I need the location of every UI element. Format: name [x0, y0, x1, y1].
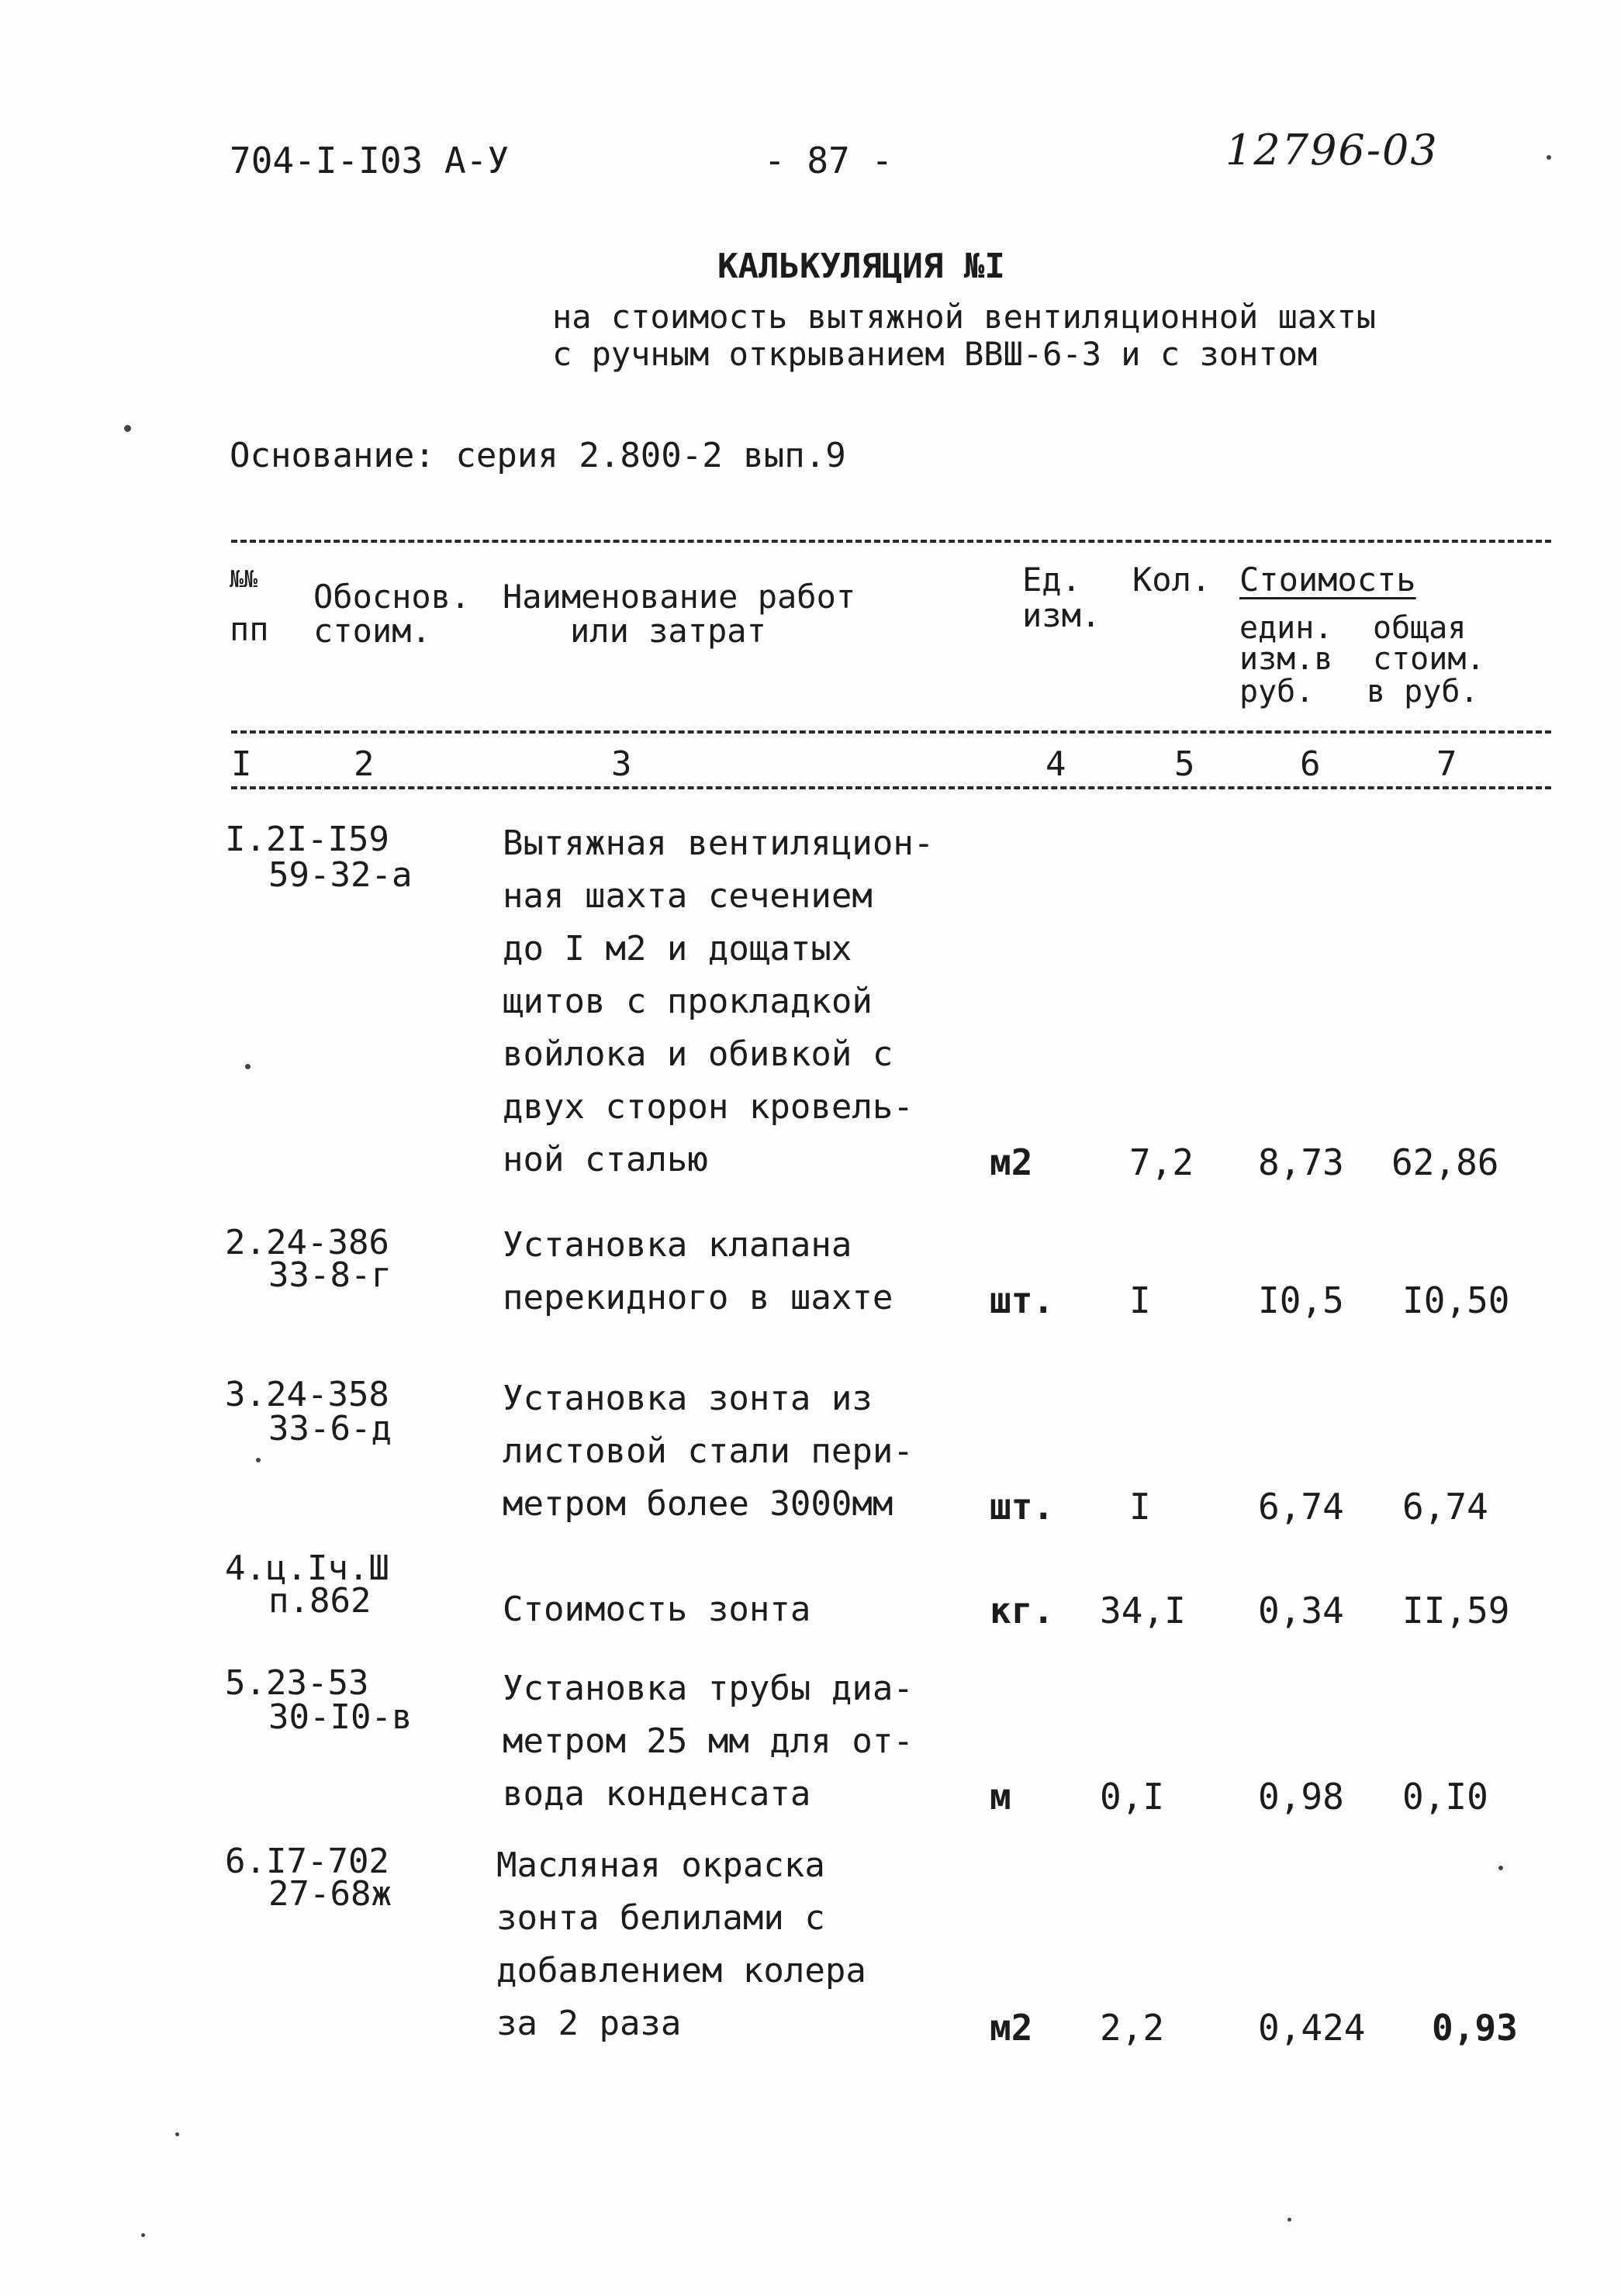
basis-line: Основание: серия 2.800-2 вып.9	[230, 436, 846, 475]
col-unit-line-2: изм.	[1022, 596, 1101, 634]
row-4-total: II,59	[1402, 1590, 1510, 1631]
row-4-qty: 34,I	[1100, 1590, 1186, 1631]
row-6-desc-1: Масляная окраска	[496, 1845, 825, 1885]
row-2-qty: I	[1129, 1279, 1151, 1321]
row-3-desc-2: листовой стали пери-	[503, 1431, 914, 1471]
row-1-unit: м2	[990, 1141, 1033, 1183]
col-unit-line-1: Ед.	[1022, 561, 1081, 599]
scan-speck	[256, 1458, 261, 1462]
row-1-desc-6: двух сторон кровель-	[503, 1087, 914, 1127]
scan-speck	[124, 425, 131, 432]
subtitle-line-1: на стоимость вытяжной вентиляционной шахты	[552, 298, 1377, 336]
row-5-desc-1: Установка трубы диа-	[503, 1669, 914, 1708]
row-3-desc-3: метром более 3000мм	[503, 1484, 893, 1524]
row-1-desc-4: щитов с прокладкой	[503, 982, 873, 1021]
row-2-desc-2: перекидного в шахте	[503, 1278, 893, 1317]
col-unit-cost-1: един.	[1239, 610, 1333, 646]
row-5-desc-2: метром 25 мм для от-	[503, 1721, 914, 1761]
row-1-desc-3: до I м2 и дощатых	[503, 929, 852, 968]
col-basis-line-2: стоим.	[313, 612, 431, 650]
column-number-rule	[231, 786, 1551, 789]
subtitle-line-2: с ручным открыванием ВВШ-6-3 и с зонтом	[552, 335, 1318, 373]
page-number: - 87 -	[764, 140, 893, 181]
col-total-cost-2: стоим.	[1373, 641, 1485, 677]
row-6-total: 0,93	[1432, 2007, 1518, 2049]
col-name-line-2: или затрат	[570, 612, 766, 650]
row-6-qty: 2,2	[1100, 2007, 1165, 2049]
row-1-qty: 7,2	[1129, 1141, 1194, 1183]
col-qty: Кол.	[1132, 561, 1211, 599]
table-header-rule	[231, 730, 1551, 734]
col-name-line-1: Наименование работ	[503, 578, 856, 616]
col-number-4: 4	[1042, 744, 1070, 784]
row-1-desc-7: ной сталью	[503, 1140, 708, 1179]
row-3-qty: I	[1129, 1486, 1151, 1528]
row-6-code-2: 27-68ж	[268, 1874, 392, 1914]
row-1-total: 62,86	[1391, 1141, 1499, 1183]
col-total-cost-3: в руб.	[1367, 674, 1479, 710]
row-3-code-2: 33-6-д	[268, 1409, 392, 1448]
col-number-5: 5	[1171, 744, 1198, 784]
scan-speck	[1287, 2218, 1291, 2222]
col-unit-cost-2: изм.в	[1239, 641, 1333, 677]
col-unit-cost-3: руб.	[1239, 674, 1315, 710]
col-number-1: I	[231, 744, 255, 784]
row-1-code-1: I.2I-I59	[225, 820, 389, 859]
table-top-rule	[231, 540, 1551, 543]
row-3-desc-1: Установка зонта из	[503, 1379, 873, 1418]
row-5-price: 0,98	[1258, 1776, 1344, 1818]
row-6-desc-4: за 2 раза	[496, 2004, 682, 2043]
row-6-price: 0,424	[1258, 2007, 1366, 2049]
col-no-line-2: пп	[230, 610, 269, 648]
scan-speck	[1547, 155, 1551, 160]
row-5-unit: м	[990, 1776, 1011, 1818]
row-6-unit: м2	[990, 2007, 1033, 2049]
row-4-unit: кг.	[990, 1590, 1055, 1631]
row-6-desc-3: добавлением колера	[496, 1951, 866, 1990]
row-4-price: 0,34	[1258, 1590, 1344, 1631]
col-number-2: 2	[351, 744, 378, 784]
row-5-code-1: 5.23-53	[225, 1663, 369, 1703]
row-3-unit: шт.	[990, 1486, 1055, 1528]
row-5-code-2: 30-I0-в	[268, 1697, 413, 1737]
row-3-code-1: 3.24-358	[225, 1375, 389, 1414]
col-number-7: 7	[1433, 744, 1460, 784]
inventory-number: 12796-03	[1225, 126, 1439, 174]
scan-speck	[175, 2132, 179, 2136]
row-2-code-2: 33-8-г	[268, 1255, 392, 1295]
scan-speck	[141, 2233, 145, 2237]
scan-speck	[245, 1064, 251, 1069]
document-code: 704-I-I03 А-У	[230, 140, 510, 181]
row-5-qty: 0,I	[1100, 1776, 1165, 1818]
row-5-desc-3: вода конденсата	[503, 1774, 811, 1814]
col-no-line-1: №№	[230, 566, 258, 593]
row-6-desc-2: зонта белилами с	[496, 1898, 825, 1938]
row-2-desc-1: Установка клапана	[503, 1225, 852, 1265]
row-1-price: 8,73	[1258, 1141, 1344, 1183]
row-4-desc-1: Стоимость зонта	[503, 1590, 811, 1629]
row-1-desc-1: Вытяжная вентиляцион-	[503, 823, 935, 863]
row-2-price: I0,5	[1258, 1279, 1344, 1321]
col-number-3: 3	[608, 744, 635, 784]
col-total-cost-1: общая	[1373, 610, 1467, 646]
col-cost: Стоимость	[1239, 561, 1416, 599]
row-3-total: 6,74	[1402, 1486, 1488, 1528]
col-basis-line-1: Обоснов.	[313, 578, 471, 616]
row-4-code-2: п.862	[268, 1581, 372, 1621]
scan-speck	[1498, 1866, 1503, 1870]
row-6-code-1: 6.I7-702	[225, 1842, 389, 1881]
col-number-6: 6	[1297, 744, 1324, 784]
row-5-total: 0,I0	[1402, 1776, 1488, 1818]
row-2-total: I0,50	[1402, 1279, 1510, 1321]
row-1-desc-2: ная шахта сечением	[503, 876, 873, 916]
row-3-price: 6,74	[1258, 1486, 1344, 1528]
row-1-code-2: 59-32-а	[268, 855, 413, 895]
row-2-code-1: 2.24-386	[225, 1223, 389, 1262]
row-1-desc-5: войлока и обивкой с	[503, 1034, 893, 1074]
document-title: КАЛЬКУЛЯЦИЯ №I	[717, 247, 1005, 286]
row-4-code-1: 4.ц.Iч.Ш	[225, 1549, 389, 1588]
row-2-unit: шт.	[990, 1279, 1055, 1321]
